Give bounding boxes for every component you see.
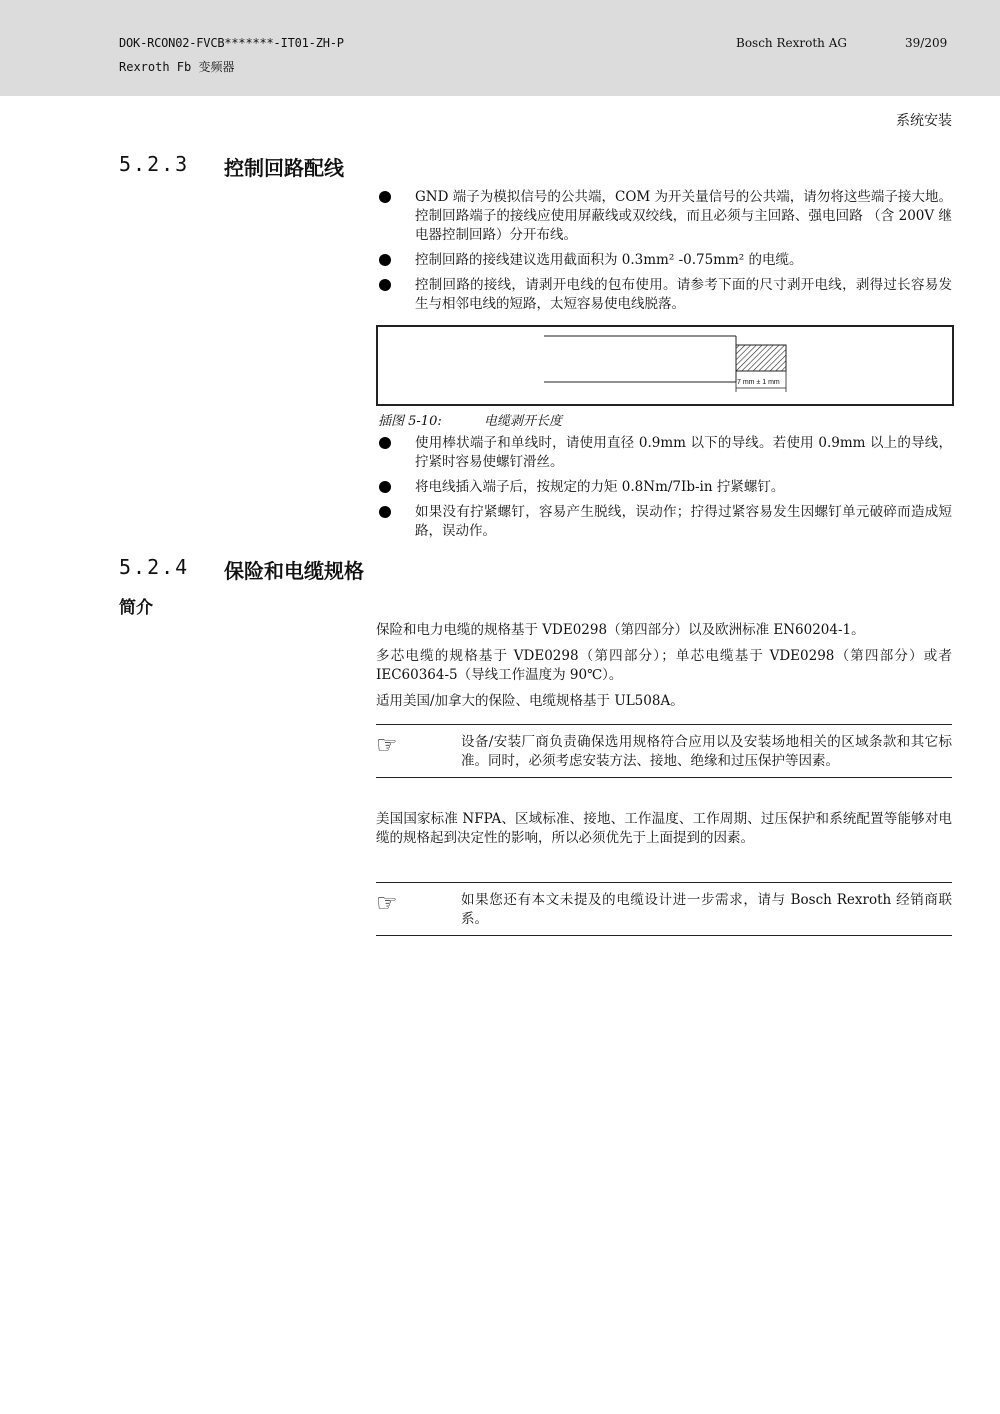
section-number: 5.2.3 [119,152,190,176]
caption-label: 插图 5-10: [378,414,442,429]
chapter-title: 系统安装 [896,113,952,129]
wire-strip-figure [376,325,954,406]
section-title: 控制回路配线 [224,156,344,180]
section-title: 保险和电缆规格 [224,559,364,583]
note-text: 如果您还有本文未提及的电缆设计进一步需求，请与 Bosch Rexroth 经销商联系。 [461,892,952,927]
note-text: 设备/安装厂商负责确保选用规格符合应用以及安装场地相关的区域条款和其它标准。同时，必须考虑安装方法、接地、绝缘和过压保护等因素。 [461,734,952,769]
bullet-list [376,188,952,320]
page-number: 39/209 [905,36,948,50]
list-item: 如果没有拧紧螺钉，容易产生脱线，误动作；拧得过紧容易发生因螺钉单元破碎而造成短路，误动作。 [376,503,952,541]
list-item: 控制回路的接线建议选用截面积为 0.3mm² -0.75mm² 的电缆。 [376,251,952,270]
paragraph: 美国国家标准 NFPA、区域标准、接地、工作温度、工作周期、过压保护和系统配置等能够对电缆的规格起到决定性的影响，所以必须优先于上面提到的因素。 [376,811,952,846]
pointing-hand-icon: ☞ [376,731,398,759]
wire-strip-diagram [378,327,952,404]
caption-text: 电缆剥开长度 [484,414,563,429]
list-item: 将电线插入端子后，按规定的力矩 0.8Nm/7Ib-in 拧紧螺钉。 [376,478,952,497]
section-number: 5.2.4 [119,555,190,579]
bullet-icon [379,506,391,518]
bullet-icon [379,254,391,266]
company-name: Bosch Rexroth AG [736,36,847,50]
bullet-list [376,434,952,547]
bullet-icon [379,191,391,203]
paragraph: 保险和电力电缆的规格基于 VDE0298（第四部分）以及欧洲标准 EN60204-1。 [376,622,865,638]
bullet-icon [379,481,391,493]
paragraph: 适用美国/加拿大的保险、电缆规格基于 UL508A。 [376,693,684,709]
bullet-icon [379,279,391,291]
list-item: 控制回路的接线，请剥开电线的包布使用。请参考下面的尺寸剥开电线，剥得过长容易发生与相邻电线的短路，太短容易使电线脱落。 [376,276,952,314]
page-header [0,0,1000,96]
document-subtitle: Rexroth Fb 变频器 [119,60,235,74]
document-id: DOK-RCON02-FVCB*******-IT01-ZH-P [119,36,344,50]
stripped-conductor [736,345,786,371]
subsection-heading: 简介 [119,598,153,618]
pointing-hand-icon: ☞ [376,889,398,917]
dimension-label: 7 mm ± 1 mm [737,379,780,386]
note-box [376,882,952,936]
list-item: GND 端子为模拟信号的公共端，COM 为开关量信号的公共端，请勿将这些端子接大地。控制回路端子的接线应使用屏蔽线或双绞线，而且必须与主回路、强电回路 （含 200V 继电器控制回路）分开布线。 [376,188,952,245]
note-box [376,724,952,778]
bullet-icon [379,437,391,449]
paragraph: 多芯电缆的规格基于 VDE0298（第四部分）；单芯电缆基于 VDE0298（第四部分）或者 IEC60364-5（导线工作温度为 90℃）。 [376,648,952,683]
list-item: 使用棒状端子和单线时，请使用直径 0.9mm 以下的导线。若使用 0.9mm 以上的导线，拧紧时容易使螺钉滑丝。 [376,434,952,472]
figure-caption [378,410,562,429]
